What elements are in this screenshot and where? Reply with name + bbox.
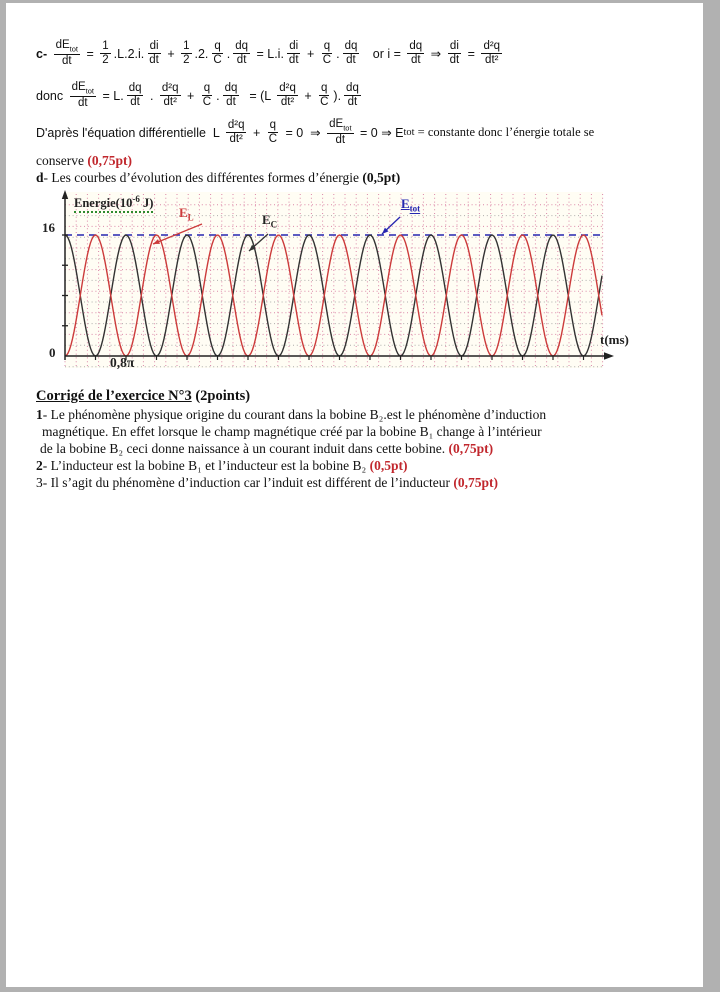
corrige-section xyxy=(36,388,546,492)
x-tick-label: 0,8π xyxy=(110,355,135,370)
x-axis-title: t(ms) xyxy=(600,332,629,347)
equation-line-c: c- $\frac{dE_{tot}}{dt}$ = $\frac{1}{2}$ .L.2.i. $\frac{di}{dt}$ + $\frac{1}{2}$ .2. $\frac{q}{C}$ . $\frac{dq}{dt}$ = L.i. $\frac{di}{dt}$ + $\frac{q}{C}$ . $\frac{dq}{dt}$ or i = $\frac{dq}{dt}$ ⇒ $\frac{di}{dt}$ = $\frac{\text{d²q}}{\text{dt²}}$ xyxy=(36,39,501,67)
y-tick-label-16: 16 xyxy=(42,220,55,235)
corrige-answer-1-end: de la bobine B₂ ceci donne naissance à un courant induit dans cette bobine. (0,75pt) xyxy=(40,441,494,456)
corrige-answer-1-cont: magnétique. En effet lorsque le champ magnétique créé par la bobine B₁ change à l’intérieur xyxy=(42,424,542,439)
series-label-el: $E_L$ xyxy=(179,205,194,223)
energy-chart xyxy=(40,188,700,388)
corrige-answer-2: 2- L’inducteur est la bobine B₁ et l’inducteur est la bobine B₂ (0,5pt) xyxy=(36,458,408,473)
document-page xyxy=(6,3,703,987)
series-label-etot: $E_{tot}$ xyxy=(401,196,421,214)
corrige-answer-1: 1- Le phénomène physique origine du courant dans la bobine B₂.est le phénomène d’induction xyxy=(36,407,547,422)
line-conserve: conserve (0,75pt) xyxy=(36,153,132,168)
corrige-answer-3: 3- Il s’agit du phénomène d’induction car l’induit est différent de l’inducteur (0,75pt) xyxy=(36,475,498,490)
equation-line-donc: donc $\frac{dE_{tot}}{dt}$ = L. $\frac{dq}{dt}$ . $\frac{\text{d²q}}{\text{dt²}}$ + $\frac{q}{C}$ . $\frac{dq}{dt}$ = (L $\frac{\text{d²q}}{\text{dt²}}$ + $\frac{q}{C}$ ). $\frac{dq}{dt}$ xyxy=(36,81,359,109)
equation-line-dapres: D'après l'équation différentielle L $\frac{\text{d²q}}{\text{dt²}}$ + $\frac{q}{C}$ = 0 ⇒ $\frac{dE_{tot}}{dt}$ = 0 ⇒ E tot = constante donc l’énergie totale se xyxy=(36,118,595,146)
energy-chart-canvas xyxy=(40,188,700,388)
line-d-heading: d- Les courbes d’évolution des différentes formes d’énergie (0,5pt) xyxy=(36,170,401,185)
corrige-title: Corrigé de l’exercice N°3 (2points) xyxy=(36,388,251,404)
origin-label: 0 xyxy=(49,345,56,360)
y-axis-title: $Energie(10^{-6}$ J) xyxy=(74,195,153,213)
series-label-ec: $E_C$ xyxy=(262,212,278,230)
